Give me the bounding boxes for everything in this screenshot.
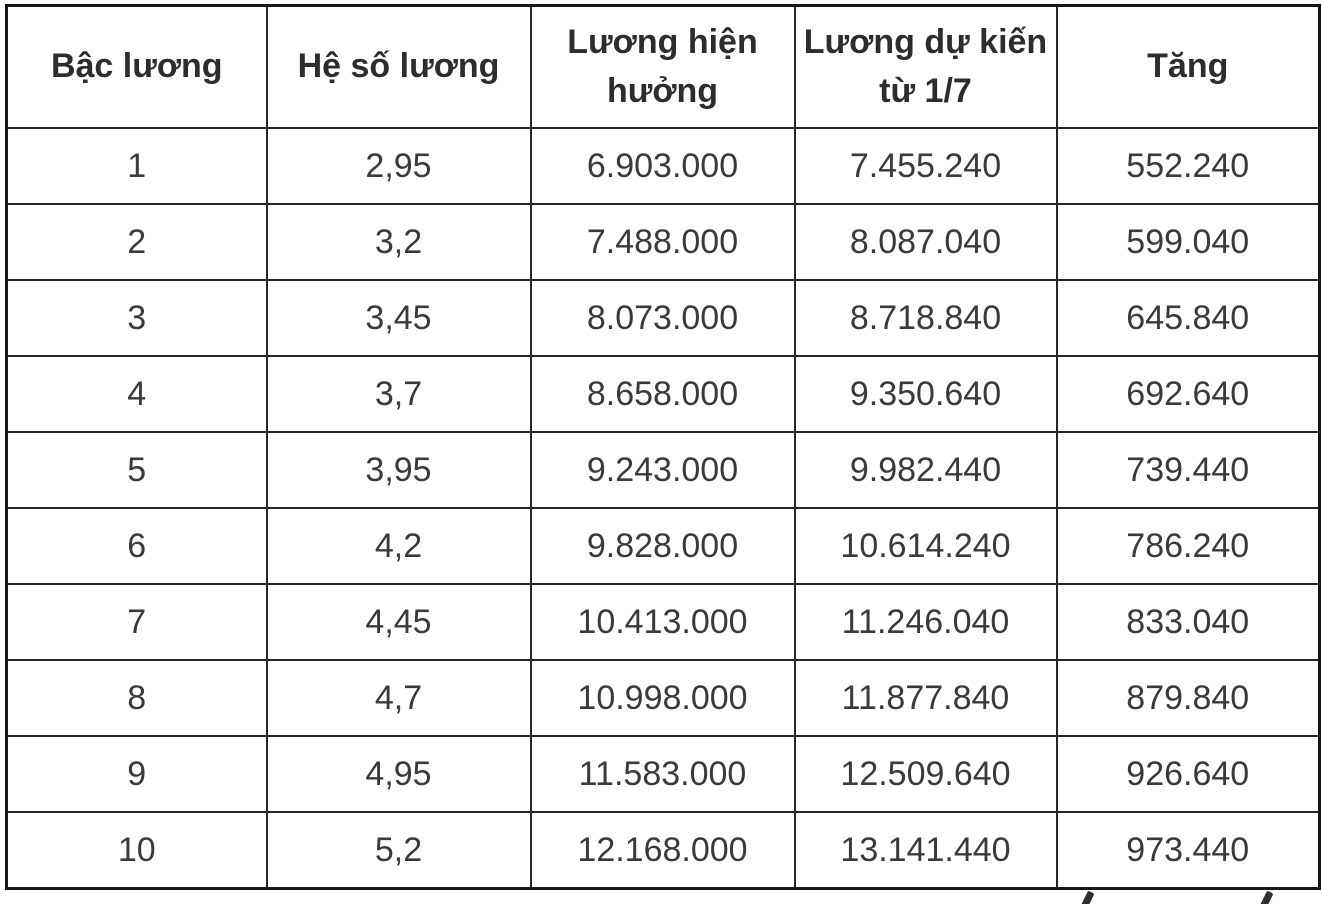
table-cell: 10.614.240 [795, 508, 1057, 584]
table-row [7, 432, 1320, 508]
table-cell: 3 [7, 280, 267, 356]
table-cell: 8.658.000 [531, 356, 795, 432]
table-cell: 11.583.000 [531, 736, 795, 812]
table-cell: 599.040 [1057, 204, 1320, 280]
table-cell: 4,45 [267, 584, 531, 660]
table-cell: 10.998.000 [531, 660, 795, 736]
table-row [7, 736, 1320, 812]
table-cell: 692.640 [1057, 356, 1320, 432]
table-cell: 7.455.240 [795, 128, 1057, 204]
column-header-luong-du-kien: Lương dự kiến từ 1/7 [795, 6, 1057, 129]
table-cell: 7 [7, 584, 267, 660]
table-cell: 645.840 [1057, 280, 1320, 356]
column-header-he-so-luong: Hệ số lương [267, 6, 531, 129]
table-cell: 12.168.000 [531, 812, 795, 889]
table-cell: 5,2 [267, 812, 531, 889]
cutoff-caption-accent-mark [1258, 891, 1274, 904]
table-cell: 6 [7, 508, 267, 584]
table-cell: 8 [7, 660, 267, 736]
table-cell: 9 [7, 736, 267, 812]
table-row [7, 660, 1320, 736]
table-cell: 4,2 [267, 508, 531, 584]
table-cell: 833.040 [1057, 584, 1320, 660]
column-header-bac-luong: Bậc lương [7, 6, 267, 129]
table-cell: 3,2 [267, 204, 531, 280]
header-row [7, 6, 1320, 129]
cutoff-caption-accent-mark [1079, 891, 1095, 904]
table-cell: 3,95 [267, 432, 531, 508]
table-cell: 9.982.440 [795, 432, 1057, 508]
table-cell: 12.509.640 [795, 736, 1057, 812]
table-cell: 926.640 [1057, 736, 1320, 812]
table-cell: 11.246.040 [795, 584, 1057, 660]
column-header-tang: Tăng [1057, 6, 1320, 129]
column-header-luong-hien-huong: Lương hiện hưởng [531, 6, 795, 129]
table-cell: 6.903.000 [531, 128, 795, 204]
table-cell: 13.141.440 [795, 812, 1057, 889]
table-cell: 11.877.840 [795, 660, 1057, 736]
table-cell: 4,95 [267, 736, 531, 812]
table-cell: 9.828.000 [531, 508, 795, 584]
table-cell: 3,7 [267, 356, 531, 432]
table-row [7, 356, 1320, 432]
table-cell: 973.440 [1057, 812, 1320, 889]
table-cell: 9.350.640 [795, 356, 1057, 432]
table-cell: 7.488.000 [531, 204, 795, 280]
table-cell: 5 [7, 432, 267, 508]
table-cell: 8.718.840 [795, 280, 1057, 356]
table-row [7, 204, 1320, 280]
table-cell: 3,45 [267, 280, 531, 356]
table-cell: 2,95 [267, 128, 531, 204]
table-cell: 879.840 [1057, 660, 1320, 736]
table-row [7, 508, 1320, 584]
table-cell: 1 [7, 128, 267, 204]
table-cell: 4 [7, 356, 267, 432]
table-cell: 10.413.000 [531, 584, 795, 660]
table-cell: 739.440 [1057, 432, 1320, 508]
table-row [7, 584, 1320, 660]
table-cell: 2 [7, 204, 267, 280]
table-cell: 552.240 [1057, 128, 1320, 204]
table-cell: 8.087.040 [795, 204, 1057, 280]
table-cell: 9.243.000 [531, 432, 795, 508]
salary-table [5, 4, 1321, 890]
table-row [7, 280, 1320, 356]
table-row [7, 812, 1320, 889]
table-cell: 4,7 [267, 660, 531, 736]
table-cell: 8.073.000 [531, 280, 795, 356]
table-cell: 10 [7, 812, 267, 889]
table-cell: 786.240 [1057, 508, 1320, 584]
table-row [7, 128, 1320, 204]
